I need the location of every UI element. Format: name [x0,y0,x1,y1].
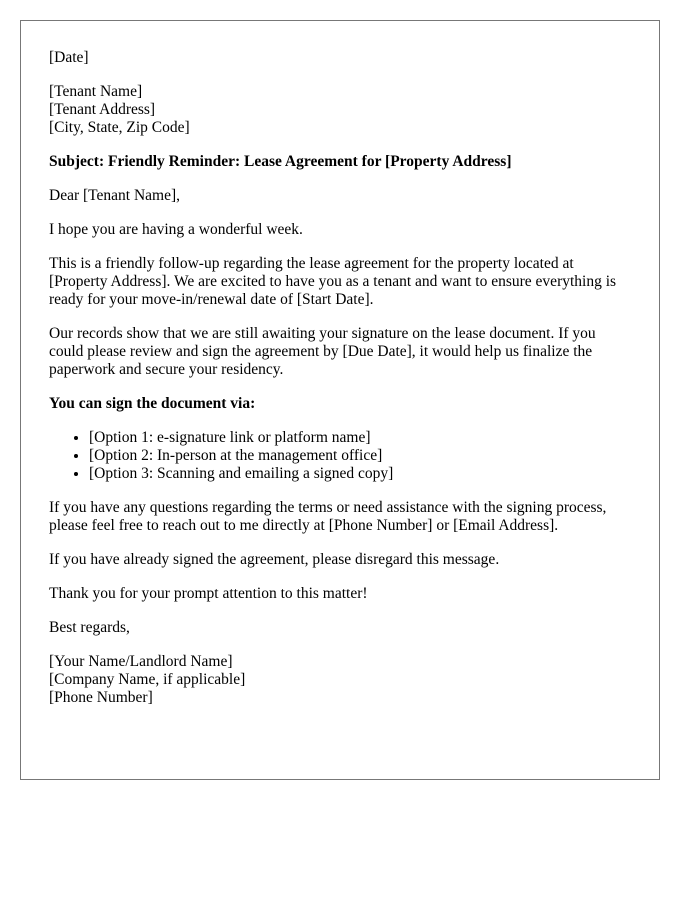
sender-phone: [Phone Number] [49,689,153,706]
tenant-address: [Tenant Address] [49,101,156,118]
disregard-paragraph: If you have already signed the agreement, please disregard this message. [49,551,500,568]
closing: Best regards, [49,619,130,636]
questions-paragraph: If you have any questions regarding the terms or need assistance with the signing process, please feel free to reach out to me directly at [Phone Number] or [Email Address]. [49,499,607,534]
signature-block [49,653,631,707]
greeting-paragraph: I hope you are having a wonderful week. [49,221,303,238]
letter-document [20,20,660,780]
options-heading: You can sign the document via: [49,395,256,412]
list-item: • [Option 1: e-signature link or platform name] [89,429,631,447]
signature-request-paragraph: Our records show that we are still awaiting your signature on the lease document. If you could please review and sign the agreement by [Due Date], it would help us finalize the paperwork and secure your residency. [49,325,596,378]
city-state-zip: [City, State, Zip Code] [49,119,190,136]
thank-you-paragraph: Thank you for your prompt attention to this matter! [49,585,368,602]
salutation: Dear [Tenant Name], [49,187,181,204]
follow-up-paragraph: This is a friendly follow-up regarding the lease agreement for the property located at [Property Address]. We are excited to have you as a tenant and want to ensure everything is ready for your move-in/renewal date of [Start Date]. [49,255,617,308]
recipient-block [49,83,631,137]
letter-date: [Date] [49,49,89,66]
sender-name: [Your Name/Landlord Name] [49,653,233,670]
subject-line: Subject: Friendly Reminder: Lease Agreement for [Property Address] [49,153,512,170]
signing-options-list [49,429,631,483]
list-item: • [Option 2: In-person at the management office] [89,447,631,465]
tenant-name: [Tenant Name] [49,83,143,100]
list-item: • [Option 3: Scanning and emailing a signed copy] [89,465,631,483]
sender-company: [Company Name, if applicable] [49,671,246,688]
